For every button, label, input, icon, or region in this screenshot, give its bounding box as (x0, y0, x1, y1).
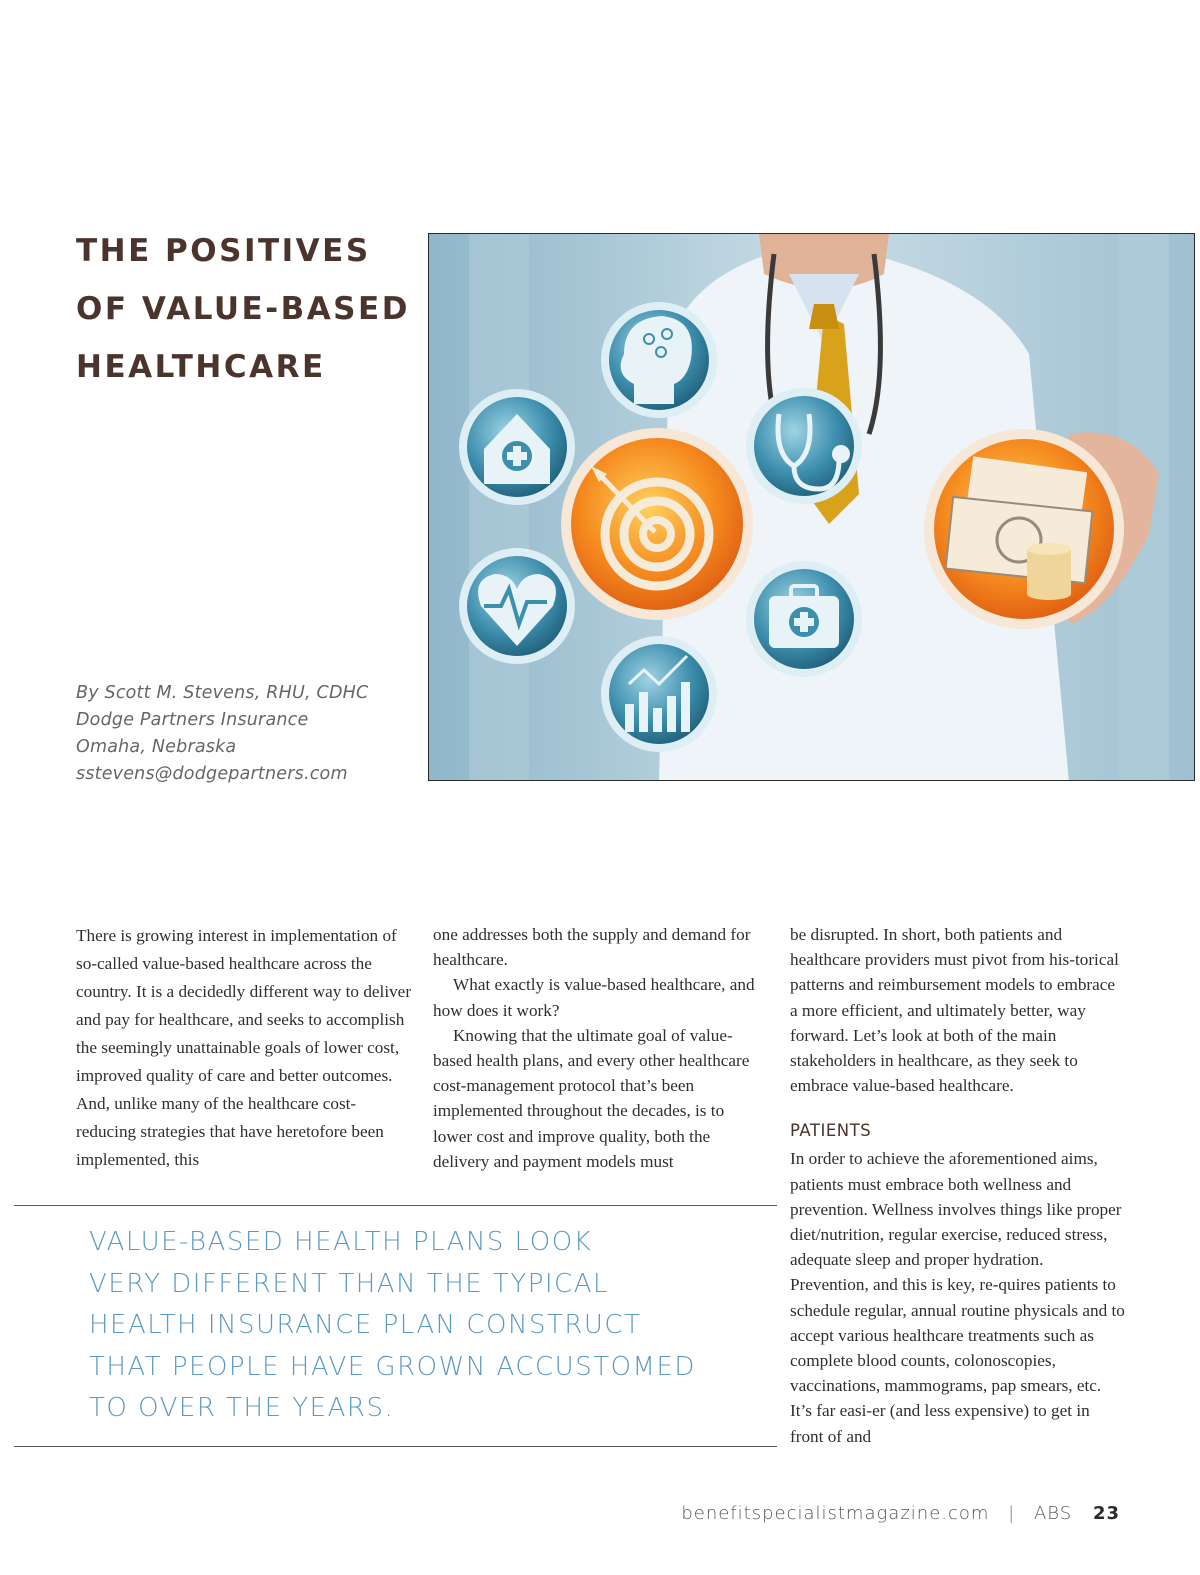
brain-icon (601, 302, 717, 418)
pull-quote-line: VERY DIFFERENT THAN THE TYPICAL (89, 1268, 609, 1299)
byline-email[interactable]: sstevens@dodgepartners.com (76, 764, 348, 784)
byline (76, 680, 416, 788)
medical-kit-icon (746, 561, 862, 677)
doctor-holding-icons-illustration (429, 234, 1195, 781)
stethoscope-icon (746, 388, 862, 504)
hero-image (428, 233, 1195, 781)
footer-site[interactable]: benefitspecialistmagazine.com (681, 1503, 990, 1524)
article-title (76, 222, 416, 396)
house-medical-icon (459, 389, 575, 505)
pull-quote-line: THAT PEOPLE HAVE GROWN ACCUSTOMED (89, 1351, 696, 1382)
footer-section: ABS (1033, 1503, 1073, 1524)
money-coins-icon (924, 429, 1124, 629)
paragraph: Knowing that the ultimate goal of value-based health plans, and every other healthcare cost-management protocol that’s been implemented throughout the decades, is to lower cost and improve quality, both the delivery and payment models must (433, 1025, 750, 1171)
byline-location: Omaha, Nebraska (76, 737, 237, 757)
target-icon (561, 428, 753, 620)
paragraph: be disrupted. In short, both patients and healthcare providers must pivot from his-torical patterns and reimbursement models to embrace a more efficient, and ultimately better, way forward. Let’s look at both of the main stakeholders in healthcare, as they seek to embrace value-based healthcare. (790, 925, 1119, 1096)
body-column-2 (433, 922, 763, 1174)
byline-company: Dodge Partners Insurance (76, 710, 309, 730)
paragraph: There is growing interest in implementation of so-called value-based healthcare across the country. It is a decidedly different way to deliver and pay for healthcare, and seeks to accomplish the seemingly unattainable goals of lower cost, improved quality of care and better outcomes. And, unlike many of the healthcare cost-reducing strategies that have heretofore been implemented, this (76, 926, 412, 1169)
pull-quote-rule-top (14, 1205, 777, 1206)
byline-author: By Scott M. Stevens, RHU, CDHC (76, 683, 369, 703)
paragraph: In order to achieve the aforementioned aims, patients must embrace both wellness and prevention. Wellness involves things like proper diet/nutrition, regular exercise, reduced stress, adequate sleep and proper hydration. Prevention, and this is key, re-quires patients to schedule regular, annual routine physicals and to accept various healthcare treatments such as complete blood counts, colonoscopies, vaccinations, mammograms, pap smears, etc. It’s far easi-er (and less expensive) to get in front of and (790, 1149, 1125, 1446)
page-number: 23 (1092, 1503, 1120, 1524)
body-column-1 (76, 922, 414, 1174)
paragraph: What exactly is value-based healthcare, and how does it work? (433, 975, 755, 1020)
paragraph: one addresses both the supply and demand for healthcare. (433, 925, 751, 970)
pull-quote (89, 1222, 769, 1430)
section-heading-patients: PATIENTS (790, 1121, 872, 1141)
title-line-3: HEALTHCARE (76, 349, 326, 385)
footer-separator: | (1008, 1503, 1016, 1524)
title-line-1: THE POSITIVES (76, 233, 371, 269)
heart-pulse-icon (459, 548, 575, 664)
page-footer (681, 1503, 1120, 1524)
title-line-2: OF VALUE-BASED (76, 291, 410, 327)
pull-quote-rule-bottom (14, 1446, 777, 1447)
pull-quote-line: VALUE-BASED HEALTH PLANS LOOK (89, 1227, 593, 1257)
pull-quote-line: HEALTH INSURANCE PLAN CONSTRUCT (89, 1310, 642, 1340)
bar-chart-icon (601, 636, 717, 752)
body-column-3 (790, 922, 1125, 1449)
pull-quote-line: TO OVER THE YEARS. (89, 1393, 395, 1423)
